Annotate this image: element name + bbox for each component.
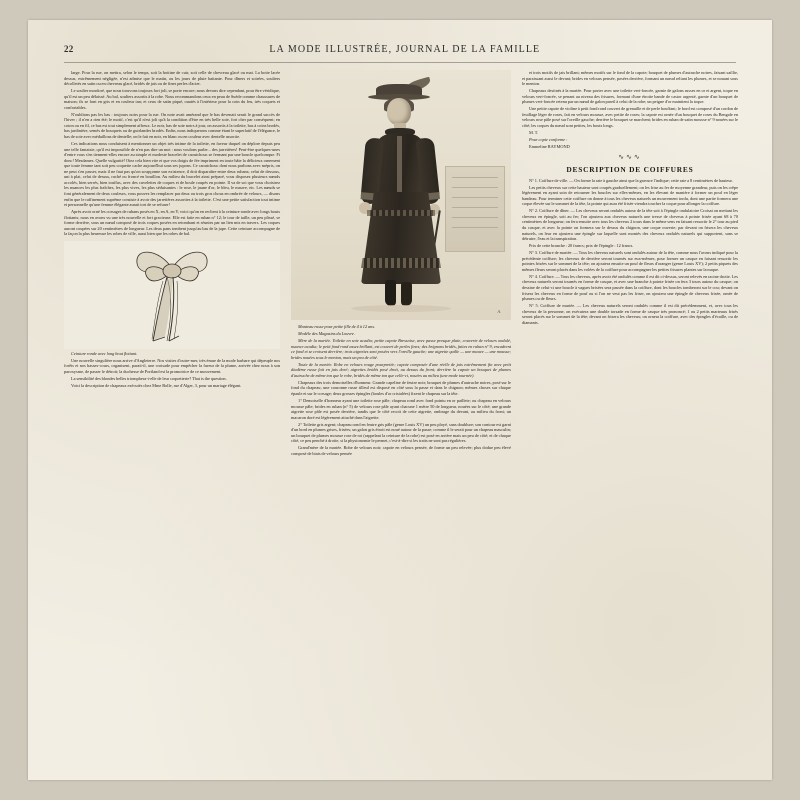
skirt xyxy=(361,192,441,284)
page-sheet xyxy=(28,20,772,780)
coiffure-entry: N° 2. Coiffure de dîner. — Les cheveux seront ondulés autour de la tête soit à l'épingle ondulatoire Croisat on mettant les cheveux en épingle, soit au fer; l'on ajoutera aux cheveux naturels une tresse de cheveux à pointe frisée ayant 68 à 70 centimètres de longueur; on fera ensuite avec tous les cheveux 2 tours dans le même sens en faisant ressortir le 2° tour au pied du casque, et avec la pointe on formera sur le dessus du chignon, une coque ouverte; par devant on frisera les cheveux naturels, on leur en ajoutera une épingle sur laquelle sont montés des cheveux ondulés naturels qui supportent, sans se détruire, l'eau et la transpiration. xyxy=(521,208,738,242)
conformity-note: Pour copie conforme : xyxy=(528,137,568,143)
paragraph: Ces indications nous conduisent à mentionner un objet très intime de la toilette, en faveur duquel on déplore depuis peu une telle fantaisie, qu'il est impossible de n'en pas dire un mot : nous voulons parler... des jarretières! Peut-être quelques-unes d'entre vous s'en tiennent-elles encore au simple et modeste bracelet de caoutchouc se fermant par une boucle quelconque. Fi donc! Mesdames. Quelle vulgarité! Otez cela bien vite et que vos doigts de fée impriment en toute hâte la délicieux ornement que toute femme tant soit peu coquette cache aujourd'hui sous ses jupons. Ce caoutchouc dont nous parlions avec mépris, on ne peut s'en passer, mais il ne faut pas qu'on soupçonne son existence, il doit disparaître entre deux rubans; celui de dessous, uni à plat, celui de dessus, ruché ou froncé en bouillon. Au milieu du bracelet ainsi préparé, vous disposez plusieurs nœuds accolés, bien serrés, bien touffus, avec des cuvelettes de coques et de boule coupés en pointe. Il va de soi que vous choisirez les nuances les plus fraîches, les plus vives, les plus séduisantes : le rose, le jaune d'or, le bleu, le mauve, etc. Les nœuds se font généralement de deux couleurs, vous pouvez les remplacer par deux ou trois gros chous en ombrée de velours, — disons enfin que le raffinement suprême consiste à avoir des jarretières assorties à la toilette. C'est une petite satisfaction tout intime et personnelle qu'une femme élégante aurait tort de se refuser! xyxy=(64,141,281,208)
column-left xyxy=(64,70,280,752)
skirt-trim-upper xyxy=(367,210,435,216)
header-rule xyxy=(64,62,736,63)
bodice-trim xyxy=(397,136,402,194)
head xyxy=(387,98,411,125)
author-name: Emmeline RAYMOND xyxy=(528,144,570,150)
paragraph: Grand'mère de la mariée. Robe de velours noir; capote en velours pensée, de forme un peu relevée; plus dodue peu élevé composé de biais de velours pensée xyxy=(291,445,511,456)
author-initials: M. T. xyxy=(528,129,539,135)
paragraph: Toute de la mariée. Robe en velours rouge pourpretée; capote composée d'une réelle de jais extrêmement fin avec petit diadème russe fait en jais doré; aigrettes bridés posé droit, au dessus du front; derrière la capote un bouquet de plumes d'autruche de même ton que le robe, bridés de même ton que celle-ci, nouées au milieu (une mode tournée). xyxy=(291,361,511,378)
skirt-trim-lower xyxy=(361,258,441,268)
engraver-signature: A. xyxy=(497,309,501,314)
plate-subcaption: Modèle des Magasins du Louvre. xyxy=(298,331,355,337)
section-heading: DESCRIPTION DE COIFFURES xyxy=(566,164,694,174)
coiffure-entry: N° 4. Coiffure. — Tous les cheveux, après avoir été ondulés comme il est dit ci-dessus, seront relevés en racine droite. Les cheveux naturels seront tournés en forme de casque, et avec une branche à pointe frisée on fera 3 tours autour du casque; on dessine de celui-ci une boucle à vagues brisées sera passée dans la coiffure, dont les boucles tomberont sur le cou; devant on frisera les cheveux en forme de pouf ou si l'on ne veut pas les friser, on ajoutera une épingle de cheveux frisée, ornée de plumes ou de fleurs. xyxy=(521,273,738,302)
paragraph: Voici la description de chapeaux exécutés chez Mme Bolle, rue d'Alger, 3, pour un mariage élégant. xyxy=(71,383,242,389)
coiffure-entry: Les petits cheveux sur cette hauteur sont coupés graduellement; on les frise au fer de moyenne grandeur, puis on les crêpe légèrement en ayant soin de retourner les boucles sur elles-mêmes, en les élevant de manière à former un pouf en léger bandeau. Pour terminer cette coiffure on donne à tous les cheveux naturels un mouvement tordu, dont une partie formera une coque élevée sur le sommet de la tête, la pointe qui aura été frisée viendra toucher la coque pour allonger la coiffure. xyxy=(521,184,738,207)
coiffure-entry: N° 5. Coiffure de mariée. — Les cheveux naturels seront ondulés comme il est dit précédemment, et, avec tous les cheveux de la personne, on exécutera une double torsade en forme de casque très prononcé; 1 ou 2 petits marteaux frisés seront placés sur le sommet de la tête; devant on frisera les cheveux; on ornera la coiffure, avec des épingles d'écaille, ou de diamants. xyxy=(521,303,738,325)
publication-title: LA MODE ILLUSTRÉE, JOURNAL DE LA FAMILLE xyxy=(269,44,541,55)
ribbon-illustration xyxy=(64,241,280,347)
ribbon-engraving xyxy=(64,241,280,349)
figure-girl-in-russian-coat xyxy=(345,82,457,314)
magazine-page xyxy=(28,20,772,780)
ground-shadow xyxy=(351,305,451,312)
right-boot xyxy=(401,282,412,306)
paragraph: large. Pour la rue, on mettra, selon le temps, soit la bottine de cuir, soit celle de chevreau glacé ou mat. La botte lacée dessus, extrêmement négligée, n'est admise que le matin, ou les jours de pluie battante. Pour dîners et soirées, souliers décolletés en satin ou en chevreau glacé, bridés de jais ou de fines perles d'acier. xyxy=(64,70,281,87)
plate-caption: Manteau russe pour petite fille de 4 à 12 ans. xyxy=(298,324,376,329)
paragraph: Après avoir orné les corsages de rubans posés en X, en A, en Y, voici qu'on en reclient à la ceinture ronde avec longs bouts flottants; nous en avons vu une très nouvelle et fort gracieuse. Elle est faite en ruban n° 12; le tour de taille, un peu plissé, se forme derrière, sous un nœud composé de trois coques posées en retombant et réunies par un lien mis en travers. Les coques auront coupées sur 20 centimètres de longueur. Les deux pans tombent jusqu'au bas de la jupe. Cette ceinture accompagne de la façon la plus heureuse les robes de ville, aussi bien que les robes de bal. xyxy=(64,209,281,237)
coiffure-entry: N° 1. Coiffure de ville. — On forme la raie à gauche ainsi que la gravure l'indique; cette raie a 8 centimètres de hauteur. xyxy=(528,177,733,183)
column-right xyxy=(522,70,738,752)
paragraph: Une nouvelle singulière nous arrive d'Angleterre. Nos visites d'outre-mer, très émue de la mode barbare qui dépeuple nos forêts et nos basses-cours, organisent, parait-il, une croisade pour empêcher la fureur de la plume, arrivée chez nous à son paroxysme, de passer le détroit; la duchesse de Portland est la promotrice de ce mouvement. xyxy=(64,357,281,374)
paragraph: Le soulier mordoré, que nous trouvons toujours fort joli, se porte encore; nous devons dire cependant, pour être véridique, qu'il est un peu délaissé. Au bal, souliers assortis à la robe. Nous recommandons ceux en peau de Suède comme chaussures de maison; ils se font en gris et en couleur tan; et ceux de satin piqué, ouatés à l'intérieur pour la coin du feu, très coquets et confortables. xyxy=(64,88,281,110)
left-boot xyxy=(385,280,396,306)
ornament-divider: ∿∿∿ xyxy=(618,152,642,161)
paragraph: Mère de la mariée. Toilette en soie acadia; petite capote Bressoise, avec passe presque plate, couverte de velours ondulé, nuance acadia; le petit fond rond assez brillant, est couvert de perles fines; des brignons bridés, faites en ruban n° 9, encadrent ce fond et se croisent derrière; trois aigrettes sont posées vers l'oreille gauche; une aigrette quille — une mauve — une mousse; brides nouées sous le menton, mais un peu de côté. xyxy=(291,338,511,360)
paragraph: 1° Demoiselle d'honneur ayant une toilette rose pâle; chapeau rond avec fond pointu en or paillete; ou chapeau en velours mousse pâle; brides en ruban (n° 5) de velours rose pâle ayant chacune 1 mètre 50 de longueur, nouées sur le côté; une grande aigrette rose pâle est posée derrière, tandis que le côté recoit de cette aigrette, ombrage du devant, au milieu du front; un macaron doré est légèrement attaché dans l'aigrette. xyxy=(291,398,511,420)
running-head xyxy=(64,44,736,62)
coiffure-entry: N° 3. Coiffure de mariée. — Tous les cheveux naturels sont ondulés autour de la tête, comme nous l'avons indiqué pour la précédente coiffure; les cheveux de derrière seront tournés sur eux-mêmes, pour former un casque en faisant ressortir les pointes frisées sur le sommet de la tête; on ajoutera ensuite un pouf de fleurs d'oranger (genre Louis XV); 2 petits piquets des mêmes fleurs seront placés dans les volées de la coiffure pour accompagner les petites frisures plantes sur la nuque. xyxy=(521,250,738,272)
plate-frame xyxy=(291,70,511,320)
page-number: 22 xyxy=(64,44,74,54)
paragraph: Chapeaux des trois demoiselles d'honneur. Grande capeline de feutre noir; bouquet de plumes d'autruche noires, posé sur le fond du chapeau; une couronne russe tilleul est disposé en côté sous la passe et dans le chignon; mêmes choses sur chaque épaule et sur le corsage; deux grosses épingles (boules d'or cristalées) fixent le chapeau sur la tête. xyxy=(291,379,511,397)
paragraph: Une petite capote de violine à petit fond rond couvert de grenaille et de perle bouffant; le bord est composé d'un cordon de feuillage léger de roses, fait en velours mousse, avec petite de roses; la capote est ornée d'un bouquet de roses du Bengale en velours rose pâle posé sur l'oreille gauche; derrière le bouquet se marchent; brides en ruban de satin mousse n° 9 nouées sur le côté; les coques du nœud sont petites, les bouts longs. xyxy=(521,106,738,128)
article-columns xyxy=(64,70,738,752)
ribbon-caption: Ceinture ronde avec long bout flottant. xyxy=(71,350,138,356)
fashion-plate-illustration xyxy=(291,70,511,320)
paragraph: 2° Toilette gris argent; chapeau rond en feutre gris pâle (genre Louis XV) un peu ployé, sans doublure; son contour est garni d'un bord en plumes grises, frisées; un galon gris étroit est noué autour de la passe; comme il le serait pour un chapeau masculin; un bouquet de plumes mousse rose de roi (rappelant la ceinture de la robe) est posé en arrière mais un peu de côté; et de chaque côté, ce peu penché à droite, si la physionomie le permet, c'est-à-dire si les traits ne sont pas régulières. xyxy=(291,421,511,444)
paragraph: Chapeaux destinés à la mariée. Pour porter avec une toilette vert-foncée, garnie de galons russes en or et argent, toque en velours vert-foncée, se penant au niveau des frisures, formant d'une étroite bande de castor argenté, garnie d'un bouquet de plumes vert-foncée retenu par un nœud de galon pareil à celui de la robe; un peigne d'or maintient la toque. xyxy=(521,88,738,105)
paragraph: et trois motifs de jais brillant; mêmes motifs sur le fond de la capote; bouquet de plumes d'autruche noires, faisant saillie, et paraissant aussi le devant; brides en velours pensée, posées derrière, formant un nœud reliant les plumes, et se nouant sous le menton. xyxy=(521,70,738,87)
coiffure-entry: Prix de cette branche : 20 francs; prix de l'épingle : 12 francs. xyxy=(528,243,634,249)
paragraph: N'oublions pas les bas : toujours noirs pour la rue. On note avait amérand que le bas devenait serait le grand succès de l'hiver ; il n'en a rien été; le motif, c'est qu'il n'est joli qu'à la condition d'être en très belle soie, fort cher par conséquent; en coton ou en fil, ce bas est tout simplement affreux. Le noir, bas de soie noirs à jour, on assortis à la toilette, bas à coins brodés, bas jardinière, semés de bouquets ou de guirlandes brodés. Enfin, nous indiquerons comme étant le superlatif de l'élégance, le bas de soie avec médaillons de dentelle; on le fait en noir, en blanc ou en couleur avec dentelle assortie. xyxy=(64,111,281,140)
paragraph: La sensibilité des blondes belles triomphera-t-elle de leur coquetterie? That is the question. xyxy=(71,376,227,382)
column-middle xyxy=(291,70,511,752)
